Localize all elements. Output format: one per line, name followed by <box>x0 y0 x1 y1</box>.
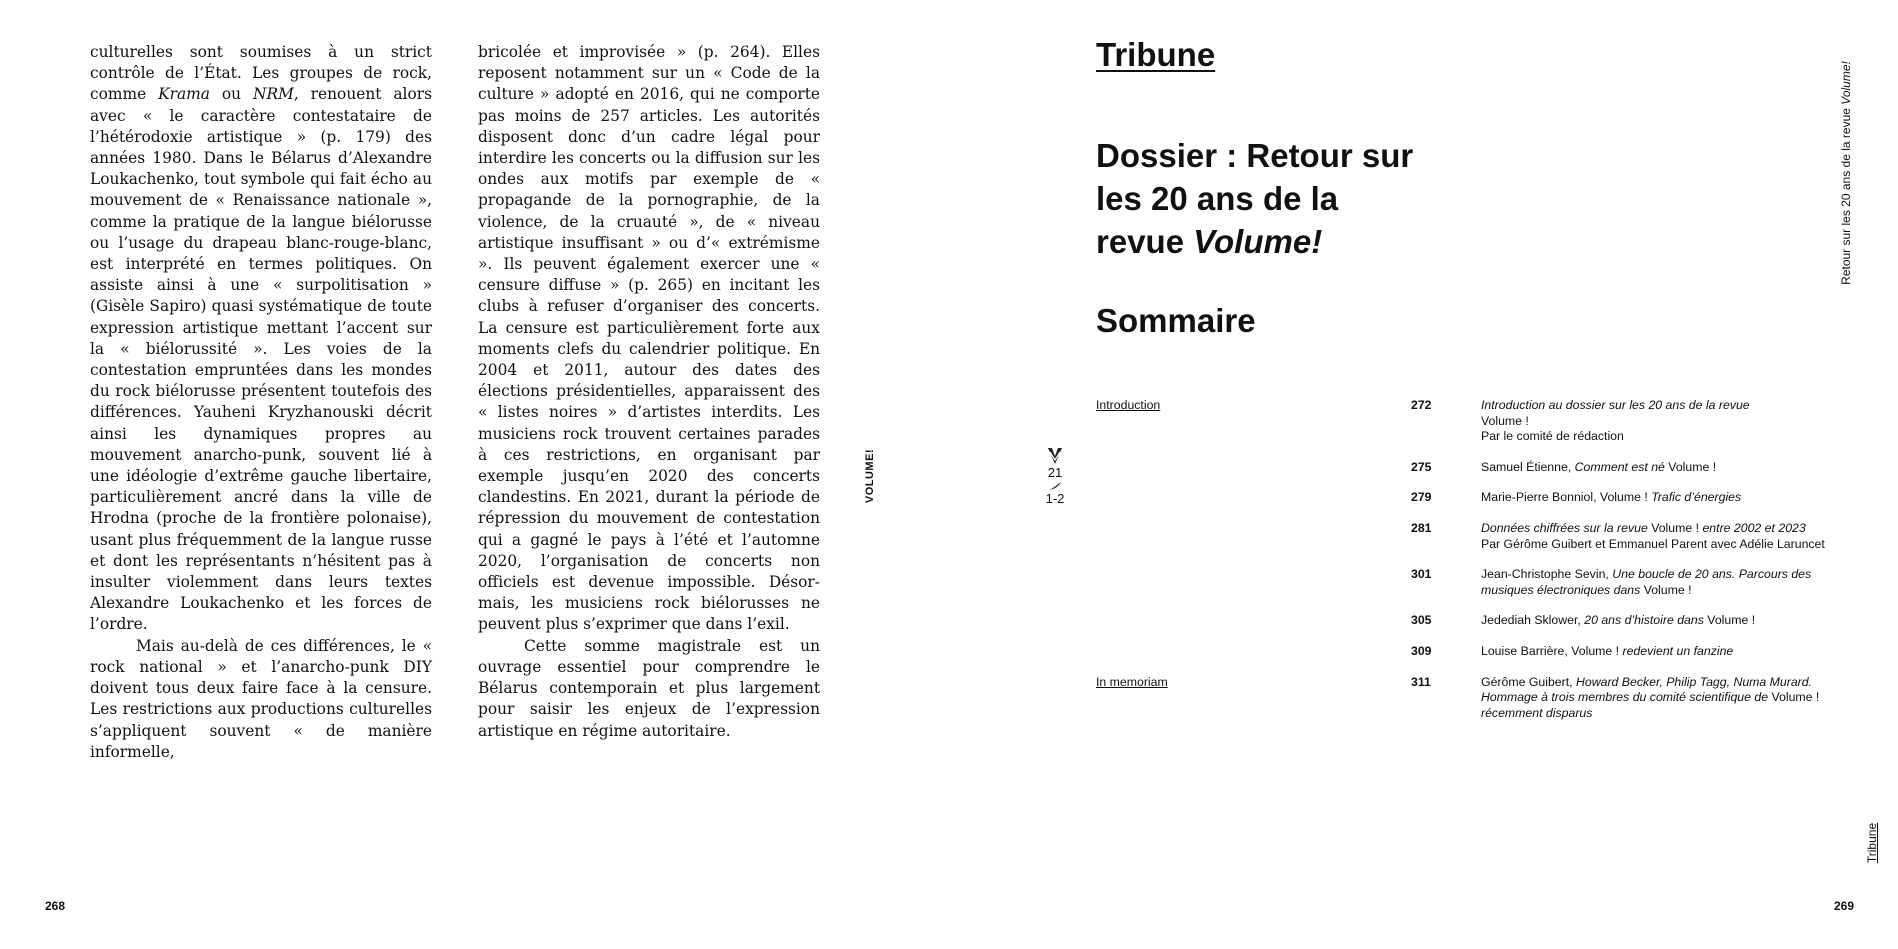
toc-section-link[interactable]: In memoriam <box>1096 674 1168 689</box>
toc-entry[interactable]: Introduction au dossier sur les 20 ans de la revue Volume ! Par le comité de rédaction <box>1481 398 1750 444</box>
toc-entry[interactable]: Samuel Étienne, Comment est né Volume ! <box>1481 459 1717 474</box>
toc-section-link <box>1096 460 1411 476</box>
toc-page-number: 311 <box>1411 674 1431 689</box>
dossier-title: Dossier : Retour sur les 20 ans de la revue Volume! <box>1096 137 1414 260</box>
page-number-left: 268 <box>45 899 66 913</box>
paragraph: Mais au-delà de ces différences, le « rock national » et l’anarcho-punk DIY doivent tous deux faire face à la censure. Les restrictions aux productions culturelles s’appliquent souvent « de manière informelle, <box>90 636 432 761</box>
issue-block <box>1035 447 1075 507</box>
toc-page-number: 301 <box>1411 567 1432 582</box>
toc-page-number: 275 <box>1411 459 1432 474</box>
toc-row <box>1096 675 1826 722</box>
toc-page-number: 305 <box>1411 613 1432 628</box>
toc-row <box>1096 567 1826 598</box>
toc-row <box>1096 613 1826 629</box>
running-head-vertical: Retour sur les 20 ans de la revue Volume! <box>1839 61 1853 285</box>
toc-section-link <box>1096 644 1411 660</box>
issue-number: 1-2 <box>1045 491 1065 506</box>
table-of-contents <box>1096 398 1826 736</box>
toc-entry[interactable]: Louise Barrière, Volume ! redevient un fanzine <box>1481 643 1734 658</box>
text-column-2 <box>478 42 820 742</box>
toc-section-link <box>1096 521 1411 552</box>
toc-page-number: 279 <box>1411 490 1432 505</box>
toc-page-number: 309 <box>1411 643 1432 658</box>
volume-number: 21 <box>1047 465 1063 480</box>
toc-entry[interactable]: Marie-Pierre Bonniol, Volume ! Trafic d’énergies <box>1481 490 1742 505</box>
toc-section-link <box>1096 567 1411 598</box>
paragraph: bricolée et improvisée » (p. 264). Elles reposent notamment sur un « Code de la culture » adopté en 2016, qui ne comporte pas moins de 257 articles. Les autorités disposent donc d’un cadre légal pour interdire les concerts ou la diffusion sur les ondes aux motifs par exemple de « propagande de la pornographie, de la violence, de la cruauté », de « niveau artistique insuffisant » ou d’« extrémisme ». Ils peuvent également exercer une « censure diffuse » (p. 265) en incitant les clubs à refuser d’organiser des concerts. La censure est particulièrement forte aux moments clefs du calendrier politique. En 2004 et 2011, autour des dates des élections présidentielles, apparaissent des « listes noires » d’artistes interdits. Les musiciens rock trouvent certaines parades à ces restrictions, en organisant par exemple jusqu’en 2020 des concerts clandestins. En 2021, durant la période de répression du mouvement de contestation qui a gagné le pays à l’été et l’automne 2020, l’organisation de concerts non officiels est devenue impossible. Désormais, les musiciens rock biélorusses ne peuvent plus s’exprimer que dans l’exil. <box>478 43 820 634</box>
toc-section-link <box>1096 613 1411 629</box>
toc-entry[interactable]: Jean-Christophe Sevin, Une boucle de 20 ans. Parcours des musiques électroniques dans Volume ! <box>1481 567 1812 597</box>
journal-logo-icon <box>1047 447 1063 465</box>
toc-entry[interactable]: Données chiffrées sur la revue Volume ! entre 2002 et 2023 Par Gérôme Guibert et Emmanuel Parent avec Adélie Laruncet <box>1481 520 1825 551</box>
toc-entry[interactable]: Gérôme Guibert, Howard Becker, Philip Tagg, Numa Murard. Hommage à trois membres du comité scientifique de Volume ! récemment disparus <box>1481 674 1820 720</box>
table-of-contents-title: Sommaire <box>1096 302 1256 339</box>
toc-row <box>1096 398 1826 445</box>
toc-row <box>1096 644 1826 660</box>
toc-row <box>1096 521 1826 552</box>
toc-section-link[interactable]: Introduction <box>1096 398 1161 412</box>
toc-row <box>1096 490 1826 506</box>
paragraph: culturelles sont soumises à un strict contrôle de l’État. Les groupes de rock, comme Krama ou NRM, renouent alors avec « le caractère contestataire de l’hétérodoxie artistique » (p. 179) des années 1980. Dans le Bélarus d’Alexandre Loukachenko, tout symbole qui fait écho au mouvement de « Renaissance nationale », comme la pratique de la langue biélorusse ou l’usage du drapeau blanc-rouge-blanc, est interprété en termes politiques. On assiste ainsi à une « surpolitisation » (Gisèle Sapiro) quasi systématique de toute expression artistique mettant l’accent sur la « biélorussité ». Les voies de la contestation empruntées dans les mondes du rock biélorusse présentent toutefois des différences. Yauheni Kryzhanouski décrit ainsi les dynamiques propres au mouvement anarcho-punk, souvent lié à une idéologie d’extrême gauche libertaire, particulièrement ancré dans la ville de Hrodna (proche de la frontière polonaise), usant plus fréquemment de la langue russe et dont les représentants n’hésitent pas à insulter violemment dans leurs textes Alexandre Loukachenko et les forces de l’ordre. <box>90 43 433 634</box>
section-tab-vertical[interactable]: Tribune <box>1865 822 1879 864</box>
feather-icon <box>1048 481 1062 491</box>
toc-section-link <box>1096 490 1411 506</box>
paragraph: Cette somme magistrale est un ouvrage essentiel pour comprendre le Bélarus contemporain et plus largement pour saisir les enjeux de l’expression artistique en régime autoritaire. <box>478 636 820 740</box>
section-title: Tribune <box>1096 36 1216 73</box>
toc-entry[interactable]: Jedediah Sklower, 20 ans d’histoire dans Volume ! <box>1481 613 1756 628</box>
toc-row <box>1096 460 1826 476</box>
page-number-right: 269 <box>1833 899 1854 913</box>
toc-page-number: 281 <box>1411 520 1432 535</box>
text-column-1 <box>90 42 432 763</box>
journal-title-vertical: VOLUME! <box>864 448 876 504</box>
toc-page-number: 272 <box>1411 398 1432 412</box>
